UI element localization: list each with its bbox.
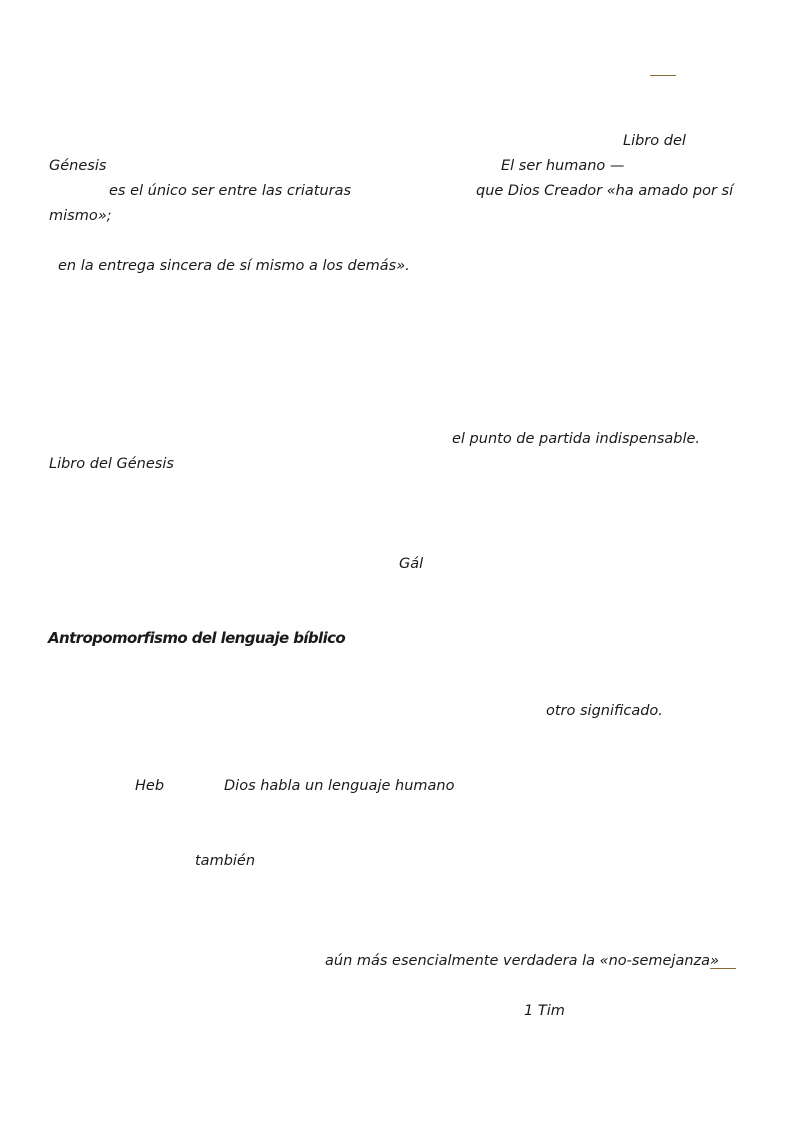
text-fragment-gal: Gál bbox=[399, 556, 424, 572]
text-fragment-tambien: también bbox=[195, 853, 256, 869]
text-fragment-punto-partida: el punto de partida indispensable. bbox=[452, 431, 701, 447]
text-fragment-mismo: mismo»; bbox=[49, 208, 112, 224]
footnote-marker-rule bbox=[650, 75, 676, 76]
section-heading: Antropomorfismo del lenguaje bíblico bbox=[48, 629, 346, 647]
text-fragment-entrega: en la entrega sincera de sí mismo a los demás». bbox=[58, 258, 410, 274]
text-fragment-ser-humano: El ser humano — bbox=[501, 158, 625, 174]
footnote-marker-rule-2 bbox=[710, 968, 736, 969]
text-fragment-unico-ser: es el único ser entre las criaturas bbox=[109, 183, 352, 199]
text-fragment-dios-habla: Dios habla un lenguaje humano bbox=[224, 778, 455, 794]
text-fragment-otro-significado: otro significado. bbox=[546, 703, 663, 719]
text-fragment-no-semejanza: aún más esencialmente verdadera la «no-semejanza» bbox=[325, 953, 719, 969]
text-fragment-heb: Heb bbox=[135, 778, 165, 794]
text-fragment-libro-del: Libro del bbox=[623, 133, 686, 149]
text-fragment-tim: 1 Tim bbox=[524, 1003, 565, 1019]
text-fragment-genesis: Génesis bbox=[49, 158, 107, 174]
text-fragment-dios-creador: que Dios Creador «ha amado por sí bbox=[476, 183, 734, 199]
text-fragment-libro-genesis: Libro del Génesis bbox=[49, 456, 174, 472]
